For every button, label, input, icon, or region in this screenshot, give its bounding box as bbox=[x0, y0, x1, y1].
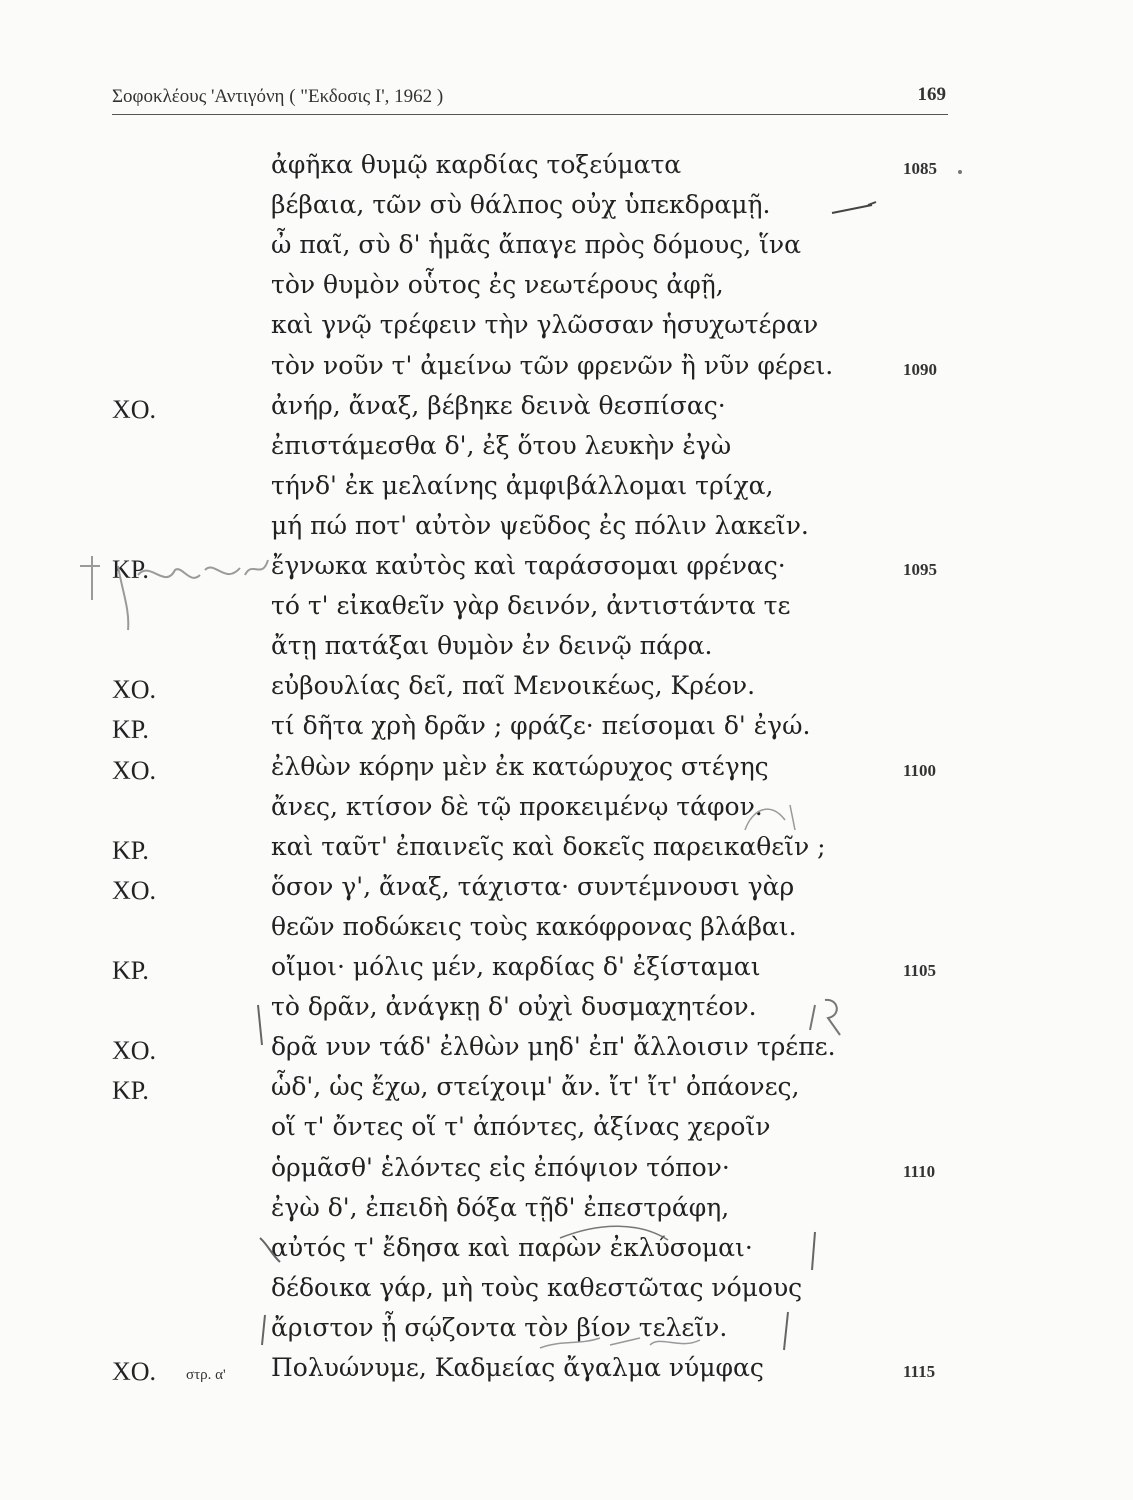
speaker-label: ΧΟ. bbox=[112, 1036, 157, 1065]
verse-text-line: καὶ ταῦτ' ἐπαινεῖς καὶ δοκεῖς παρεικαθεῖν ; bbox=[271, 832, 826, 861]
verse-text-line: δρᾶ νυν τάδ' ἐλθὼν μηδ' ἐπ' ἄλλοισιν τρέπε. bbox=[271, 1032, 836, 1061]
speaker-label: ΧΟ. bbox=[112, 876, 157, 905]
verse-text-line: οἴμοι· μόλις μέν, καρδίας δ' ἐξίσταμαι bbox=[271, 952, 761, 981]
verse-text-line: ἄτῃ πατάξαι θυμὸν ἐν δεινῷ πάρα. bbox=[271, 631, 713, 660]
verse-line bbox=[0, 631, 1133, 671]
verse-text-line: εὐβουλίας δεῖ, παῖ Μενοικέως, Κρέον. bbox=[271, 671, 756, 700]
speaker-label: ΧΟ. bbox=[112, 675, 157, 704]
verse-line bbox=[0, 190, 1133, 230]
verse-text-line: ἔγνωκα καὐτὸς καὶ ταράσσομαι φρένας· bbox=[271, 551, 786, 580]
verse-text-line: τὸν νοῦν τ' ἀμείνω τῶν φρενῶν ἢ νῦν φέρει. bbox=[271, 351, 834, 380]
line-number: 1115 bbox=[903, 1362, 936, 1381]
speaker-label: ΚΡ. bbox=[112, 715, 149, 744]
page-number: 169 bbox=[917, 84, 946, 105]
verse-text-line: ὁρμᾶσθ' ἑλόντες εἰς ἐπόψιον τόπον· bbox=[271, 1153, 730, 1182]
verse-line bbox=[0, 992, 1133, 1032]
line-number: 1085 bbox=[903, 159, 937, 178]
speaker-label: ΚΡ. bbox=[112, 956, 149, 985]
strophe-label: στρ. α' bbox=[186, 1367, 226, 1383]
verse-text-line: τὸν θυμὸν οὗτος ἐς νεωτέρους ἀφῇ, bbox=[271, 270, 724, 299]
verse-line bbox=[0, 752, 1133, 792]
verse-line bbox=[0, 1112, 1133, 1152]
verse-text-line: ὅσον γ', ἄναξ, τάχιστα· συντέμνουσι γὰρ bbox=[271, 872, 795, 901]
verse-text-line: ἐλθὼν κόρην μὲν ἐκ κατώρυχος στέγης bbox=[271, 752, 769, 781]
verse-text-line: Πολυώνυμε, Καδμείας ἄγαλμα νύμφας bbox=[271, 1353, 764, 1382]
verse-line bbox=[0, 1072, 1133, 1112]
verse-text-line: δέδοικα γάρ, μὴ τοὺς καθεστῶτας νόμους bbox=[271, 1273, 803, 1302]
speaker-label: ΧΟ. bbox=[112, 395, 157, 424]
verse-text-line: βέβαια, τῶν σὺ θάλπος οὐχ ὑπεκδραμῇ. bbox=[271, 190, 771, 219]
verse-line bbox=[0, 872, 1133, 912]
verse-line bbox=[0, 1032, 1133, 1072]
verse-line bbox=[0, 551, 1133, 591]
verse-line bbox=[0, 391, 1133, 431]
verse-text-line: τήνδ' ἐκ μελαίνης ἀμφιβάλλομαι τρίχα, bbox=[271, 471, 774, 500]
line-number: 1105 bbox=[903, 961, 937, 980]
verse-text-line: ἄριστον ᾖ σῴζοντα τὸν βίον τελεῖν. bbox=[271, 1313, 728, 1342]
verse-text-line: τί δῆτα χρὴ δρᾶν ; φράζε· πείσομαι δ' ἐγώ. bbox=[271, 711, 811, 740]
verse-text-line: ὧδ', ὡς ἔχω, στείχοιμ' ἄν. ἴτ' ἴτ' ὀπάονες, bbox=[271, 1072, 800, 1101]
verse-line bbox=[0, 471, 1133, 511]
verse-text-line: ἀνήρ, ἄναξ, βέβηκε δεινὰ θεσπίσας· bbox=[271, 391, 726, 420]
verse-line bbox=[0, 1273, 1133, 1313]
line-number: 1090 bbox=[903, 360, 937, 379]
running-title: Σοφοκλέους 'Αντιγόνη ( "Εκδοσις Ι', 1962 ) bbox=[112, 86, 444, 107]
page-header bbox=[112, 84, 948, 115]
verse-text-line: ἄνες, κτίσον δὲ τῷ προκειμένῳ τάφον. bbox=[271, 792, 763, 821]
verse-text-line: ἐγὼ δ', ἐπειδὴ δόξα τῇδ' ἐπεστράφη, bbox=[271, 1193, 730, 1222]
verse-line bbox=[0, 591, 1133, 631]
verse-line bbox=[0, 310, 1133, 350]
verse-text-line: ὦ παῖ, σὺ δ' ἡμᾶς ἄπαγε πρὸς δόμους, ἵνα bbox=[271, 230, 802, 259]
verse-line bbox=[0, 912, 1133, 952]
verse-line bbox=[0, 1193, 1133, 1233]
verse-line bbox=[0, 270, 1133, 310]
speaker-label: ΚΡ. bbox=[112, 1076, 149, 1105]
verse-line bbox=[0, 952, 1133, 992]
verse-line bbox=[0, 1313, 1133, 1353]
speaker-label: ΚΡ. bbox=[112, 836, 149, 865]
verse-text-line: αὐτός τ' ἔδησα καὶ παρὼν ἐκλύσομαι· bbox=[271, 1233, 753, 1262]
verse-line bbox=[0, 1353, 1133, 1393]
verse-line bbox=[0, 832, 1133, 872]
verse-line bbox=[0, 150, 1133, 190]
verse-line bbox=[0, 792, 1133, 832]
verse-text-line: τὸ δρᾶν, ἀνάγκῃ δ' οὐχὶ δυσμαχητέον. bbox=[271, 992, 757, 1021]
verse-line bbox=[0, 711, 1133, 751]
line-number: 1100 bbox=[903, 761, 937, 780]
verse-text-line: ἐπιστάμεσθα δ', ἐξ ὅτου λευκὴν ἐγὼ bbox=[271, 431, 732, 460]
verse-text-line: τό τ' εἰκαθεῖν γὰρ δεινόν, ἀντιστάντα τε bbox=[271, 591, 791, 620]
verse-text-line: οἵ τ' ὄντες οἵ τ' ἀπόντες, ἀξίνας χεροῖν bbox=[271, 1112, 771, 1141]
verse-line bbox=[0, 230, 1133, 270]
speaker-label: ΚΡ. bbox=[112, 555, 149, 584]
verse-text-line: καὶ γνῷ τρέφειν τὴν γλῶσσαν ἡσυχωτέραν bbox=[271, 310, 819, 339]
verse-line bbox=[0, 671, 1133, 711]
verse-line bbox=[0, 1233, 1133, 1273]
speaker-label: ΧΟ. bbox=[112, 1357, 157, 1386]
verse-text-line: θεῶν ποδώκεις τοὺς κακόφρονας βλάβαι. bbox=[271, 912, 797, 941]
line-number: 1110 bbox=[903, 1162, 936, 1181]
verse-text-line: μή πώ ποτ' αὐτὸν ψεῦδος ἐς πόλιν λακεῖν. bbox=[271, 511, 809, 540]
verse-text-line: ἀφῆκα θυμῷ καρδίας τοξεύματα bbox=[271, 150, 682, 179]
verse-line bbox=[0, 431, 1133, 471]
speaker-label: ΧΟ. bbox=[112, 756, 157, 785]
verse-line bbox=[0, 511, 1133, 551]
line-number: 1095 bbox=[903, 560, 937, 579]
verse-line bbox=[0, 351, 1133, 391]
verse-line bbox=[0, 1153, 1133, 1193]
